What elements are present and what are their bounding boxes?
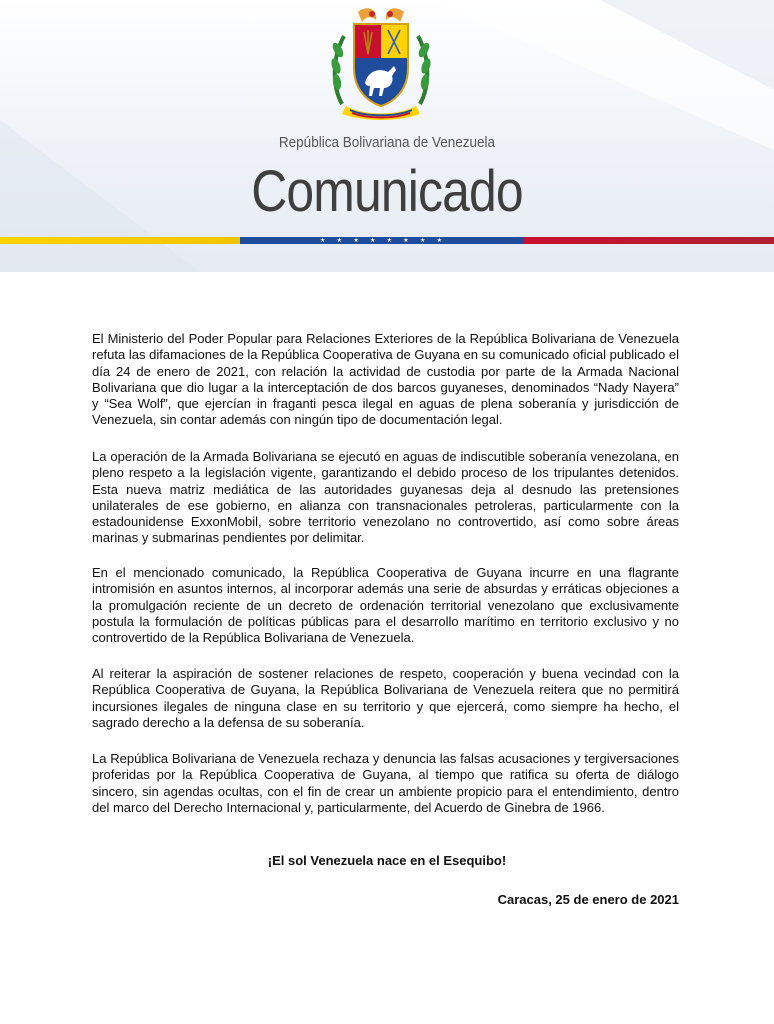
republic-name: República Bolivariana de Venezuela: [278, 134, 496, 151]
document-title: Comunicado: [251, 159, 523, 224]
star-icon: ★: [320, 237, 326, 244]
star-icon: ★: [403, 237, 409, 244]
star-icon: ★: [436, 237, 442, 244]
flag-red-band: [523, 237, 774, 244]
paragraph-3: En el mencionado comunicado, la República Cooperativa de Guyana incurre en una flagrante intromisión en asuntos internos, al incorporar además una serie de absurdas y erráticas objeciones a la promulgación reciente de un decreto de ordenación territorial venezolano que exclusivamente postula la formulación de políticas públicas para el desarrollo marítimo en territorio exclusivo y no controvertido de la República Bolivariana de Venezuela.: [92, 565, 679, 646]
star-icon: ★: [336, 237, 343, 244]
venezuela-coat-of-arms-icon: [328, 6, 434, 120]
paragraph-2: La operación de la Armada Bolivariana se ejecutó en aguas de indiscutible soberanía venezolana, en pleno respeto a la legislación vigente, garantizando el debido proceso de los tripulantes detenidos. Esta nueva matriz mediática de las autoridades guyanesas deja al desnudo las pretensiones unilaterales de ese gobierno, en alianza con transnacionales petroleras, particularmente con la estadounidense ExxonMobil, sobre territorio venezolano no controvertido, así como sobre áreas marinas y submarinas pendientes por delimitar.: [92, 449, 679, 546]
paragraph-1: El Ministerio del Poder Popular para Relaciones Exteriores de la República Bolivariana de Venezuela refuta las difamaciones de la República Cooperativa de Guyana en su comunicado oficial publicado el día 24 de enero de 2021, con relación la actividad de custodia por parte de la Armada Nacional Bolivariana que dio lugar a la interceptación de dos barcos guyaneses, denominados “Nady Nayera” y “Sea Wolf”, que ejercían in fraganti pesca ilegal en aguas de plena soberanía y jurisdicción de Venezuela, sin contar además con ningún tipo de documentación legal.: [92, 331, 679, 428]
paragraph-4: Al reiterar la aspiración de sostener relaciones de respeto, cooperación y buena vecindad con la República Cooperativa de Guyana, la República Bolivariana de Venezuela reitera que no permitirá incursiones ilegales de ninguna clase en su territorio y que ejercerá, como siempre ha hecho, el sagrado derecho a la defensa de su soberanía.: [92, 666, 679, 730]
paragraph-5: La República Bolivariana de Venezuela rechaza y denuncia las falsas acusaciones y tergiversaciones proferidas por la República Cooperativa de Guyana, al tiempo que ratifica su oferta de diálogo sincero, sin agendas ocultas, con el fin de crear un ambiente propicio para el entendimiento, dentro del marco del Derecho Internacional y, particularmente, del Acuerdo de Ginebra de 1966.: [92, 751, 679, 815]
star-icon: ★: [386, 237, 393, 244]
star-icon: ★: [353, 237, 359, 244]
place-and-date: Caracas, 25 de enero de 2021: [497, 892, 679, 907]
closing-slogan: ¡El sol Venezuela nace en el Esequibo!: [267, 853, 507, 868]
flag-yellow-band: [0, 237, 240, 244]
star-icon: ★: [419, 237, 426, 244]
letterhead-header: [0, 0, 774, 272]
star-icon: ★: [369, 237, 376, 244]
flag-stars: [320, 238, 442, 244]
